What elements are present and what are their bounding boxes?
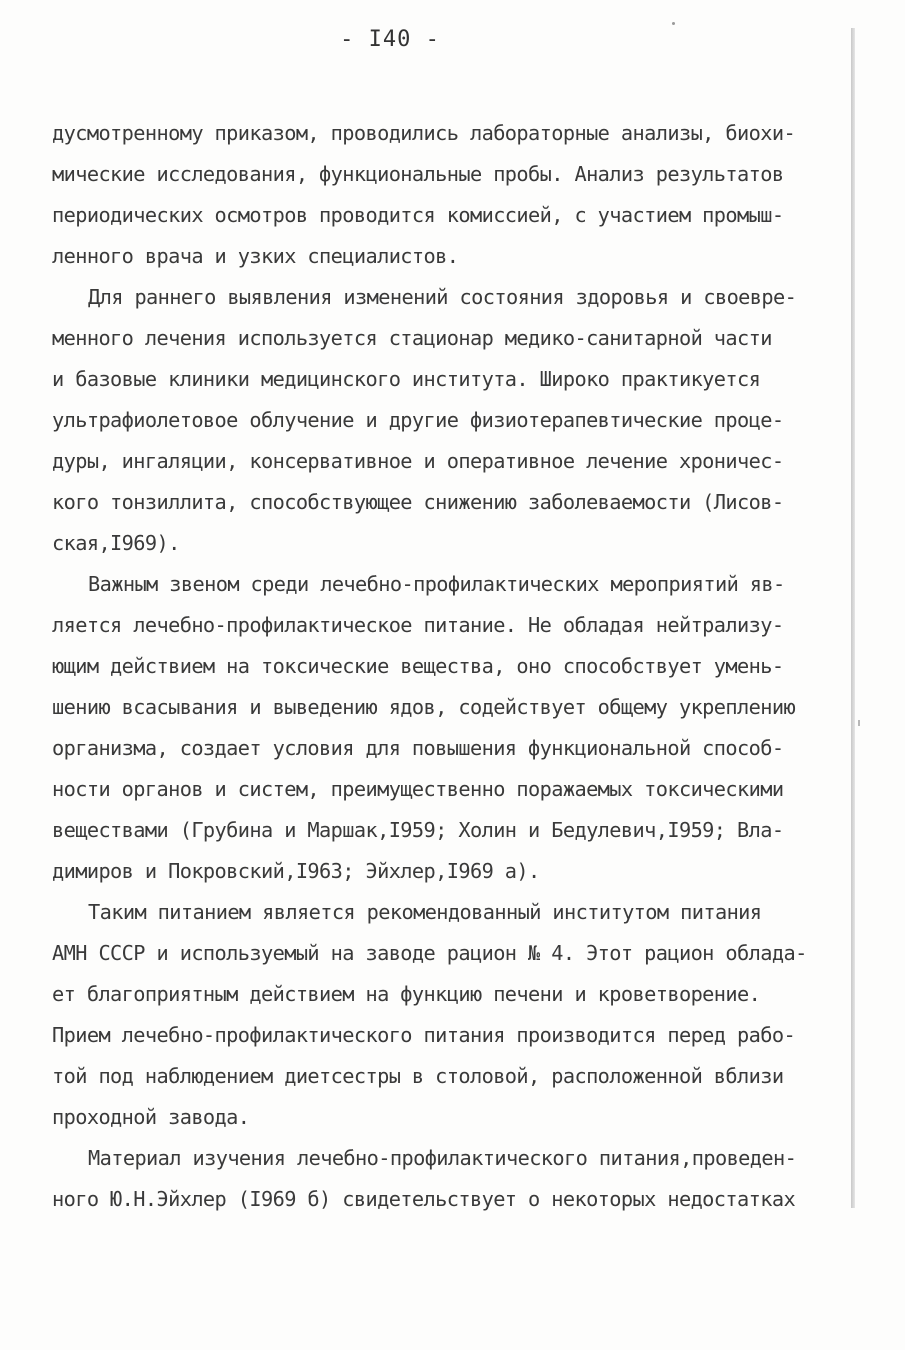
text-line: шению всасывания и выведению ядов, содействует общему укреплению <box>52 695 796 719</box>
text-line: проходной завода. <box>52 1105 250 1129</box>
text-line: периодических осмотров проводится комиссией, с участием промыш- <box>52 203 784 227</box>
scan-speck <box>672 22 675 25</box>
text-line: дуры, ингаляции, консервативное и оперативное лечение хроничес- <box>52 449 784 473</box>
text-line: Таким питанием является рекомендованный институтом питания <box>88 900 762 924</box>
text-line: Важным звеном среди лечебно-профилактических мероприятий яв- <box>88 572 785 596</box>
text-line: Материал изучения лечебно-профилактического питания,проведен- <box>88 1146 797 1170</box>
text-line: и базовые клиники медицинского института. Широко практикуется <box>52 367 761 391</box>
text-line: ющим действием на токсические вещества, оно способствует умень- <box>52 654 784 678</box>
text-line: веществами (Грубина и Маршак,I959; Холин и Бедулевич,I959; Вла- <box>52 818 784 842</box>
text-line: ет благоприятным действием на функцию печени и кроветворение. <box>52 982 761 1006</box>
text-line: дусмотренному приказом, проводились лабораторные анализы, биохи- <box>52 121 796 145</box>
text-line: ленного врача и узких специалистов. <box>52 244 459 268</box>
text-line: ультрафиолетовое облучение и другие физиотерапевтические проце- <box>52 408 784 432</box>
scan-speck <box>858 720 860 726</box>
text-line: Для раннего выявления изменений состояния здоровья и своевре- <box>88 285 797 309</box>
page-number: - I40 - <box>340 27 440 52</box>
text-line: менного лечения используется стационар медико-санитарной части <box>52 326 772 350</box>
text-line: организма, создает условия для повышения функциональной способ- <box>52 736 784 760</box>
text-line: мические исследования, функциональные пробы. Анализ результатов <box>52 162 784 186</box>
text-line: димиров и Покровский,I963; Эйхлер,I969 а). <box>52 859 540 883</box>
text-line: кого тонзиллита, способствующее снижению заболеваемости (Лисов- <box>52 490 784 514</box>
page-edge-shadow <box>851 28 855 1208</box>
text-line: той под наблюдением диетсестры в столовой, расположенной вблизи <box>52 1064 784 1088</box>
text-line: ская,I969). <box>52 531 180 555</box>
text-line: ности органов и систем, преимущественно поражаемых токсическими <box>52 777 784 801</box>
text-line: АМН СССР и используемый на заводе рацион № 4. Этот рацион облада- <box>52 941 807 965</box>
text-line: Прием лечебно-профилактического питания производится перед рабо- <box>52 1023 796 1047</box>
text-line: ного Ю.Н.Эйхлер (I969 б) свидетельствует о некоторых недостатках <box>52 1187 796 1211</box>
text-line: ляется лечебно-профилактическое питание. Не обладая нейтрализу- <box>52 613 784 637</box>
